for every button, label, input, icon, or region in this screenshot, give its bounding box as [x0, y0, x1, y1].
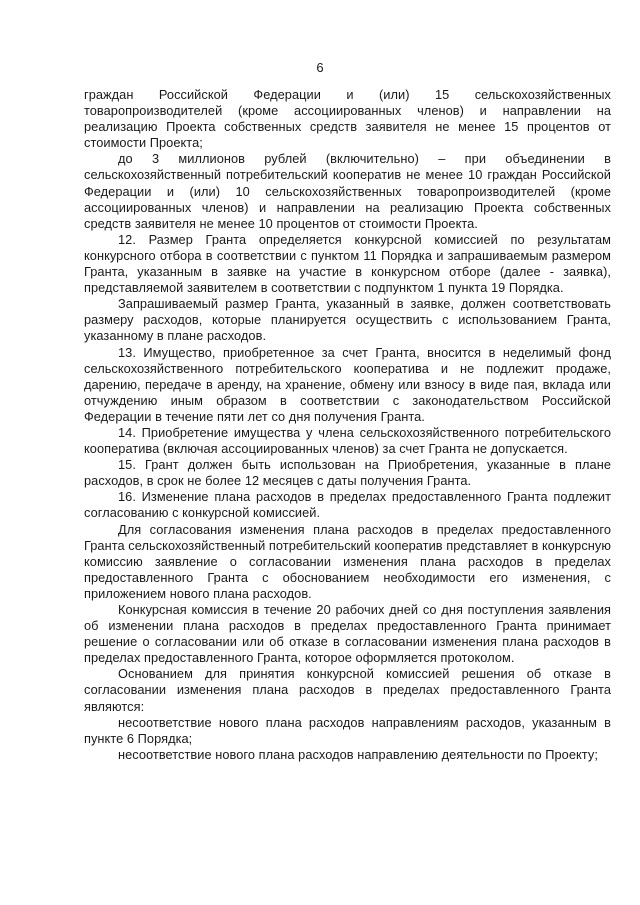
- paragraph-refusal-grounds: Основанием для принятия конкурсной комиссией решения об отказе в согласовании изменения плана расходов в пределах предоставленного Гранта являются:: [84, 666, 611, 714]
- paragraph-plan-change-application: Для согласования изменения плана расходов в пределах предоставленного Гранта сельскохозяйственный потребительский кооператив представляет в конкурсную комиссию заявление о согласовании изменения плана расходов в пределах предоставленного Гранта с обоснованием необходимости его изменения, с приложением нового плана расходов.: [84, 521, 611, 601]
- paragraph-15-grant-usage-term: 15. Грант должен быть использован на Приобретения, указанные в плане расходов, в срок не более 12 месяцев с даты получения Гранта.: [84, 457, 611, 489]
- paragraph-refusal-ground-directions: несоответствие нового плана расходов направлениям расходов, указанным в пункте 6 Порядка;: [84, 714, 611, 746]
- paragraph-up-to-3-million: до 3 миллионов рублей (включительно) – при объединении в сельскохозяйственный потребительский кооператив не менее 10 граждан Российской Федерации и (или) 10 сельскохозяйственных товаропроизводителей (кроме ассоциированных членов) и направлении на реализацию Проекта собственных средств заявителя не менее 10 процентов от стоимости Проекта.: [84, 151, 611, 231]
- paragraph-refusal-ground-activity: несоответствие нового плана расходов направлению деятельности по Проекту;: [118, 746, 598, 762]
- page-number: 6: [316, 60, 324, 75]
- paragraph-requested-grant-size: Запрашиваемый размер Гранта, указанный в заявке, должен соответствовать размеру расходов, которые планируется осуществить с использованием Гранта, указанному в плане расходов.: [84, 296, 611, 344]
- paragraph-12-grant-size: 12. Размер Гранта определяется конкурсной комиссией по результатам конкурсного отбора в соответствии с пунктом 11 Порядка и запрашиваемым размером Гранта, указанным в заявке на участие в конкурсном отборе (далее - заявка), представляемой заявителем в соответствии с подпунктом 1 пункта 19 Порядка.: [84, 231, 611, 296]
- paragraph-14-acquisition-from-member: 14. Приобретение имущества у члена сельскохозяйственного потребительского кооператива (включая ассоциированных членов) за счет Гранта не допускается.: [84, 424, 611, 457]
- paragraph-16-plan-change: 16. Изменение плана расходов в пределах предоставленного Гранта подлежит согласованию с конкурсной комиссией.: [84, 489, 611, 521]
- paragraph-continuation-15-producers: граждан Российской Федерации и (или) 15 сельскохозяйственных товаропроизводителей (кроме ассоциированных членов) и направлении на реализацию Проекта собственных средств заявителя не менее 15 процентов от стоимости Проекта;: [84, 87, 611, 151]
- document-body: [84, 87, 611, 763]
- paragraph-commission-decision: Конкурсная комиссия в течение 20 рабочих дней со дня поступления заявления об изменении плана расходов в пределах предоставленного Гранта принимает решение о согласовании или об отказе в согласовании изменения плана расходов в пределах предоставленного Гранта, которое оформляется протоколом.: [84, 602, 611, 666]
- paragraph-13-property: 13. Имущество, приобретенное за счет Гранта, вносится в неделимый фонд сельскохозяйственного потребительского кооператива и не подлежит продаже, дарению, передаче в аренду, на хранение, обмену или взносу в виде пая, вклада или отчуждению иным образом в соответствии с законодательством Российской Федерации в течение пяти лет со дня получения Гранта.: [84, 344, 611, 424]
